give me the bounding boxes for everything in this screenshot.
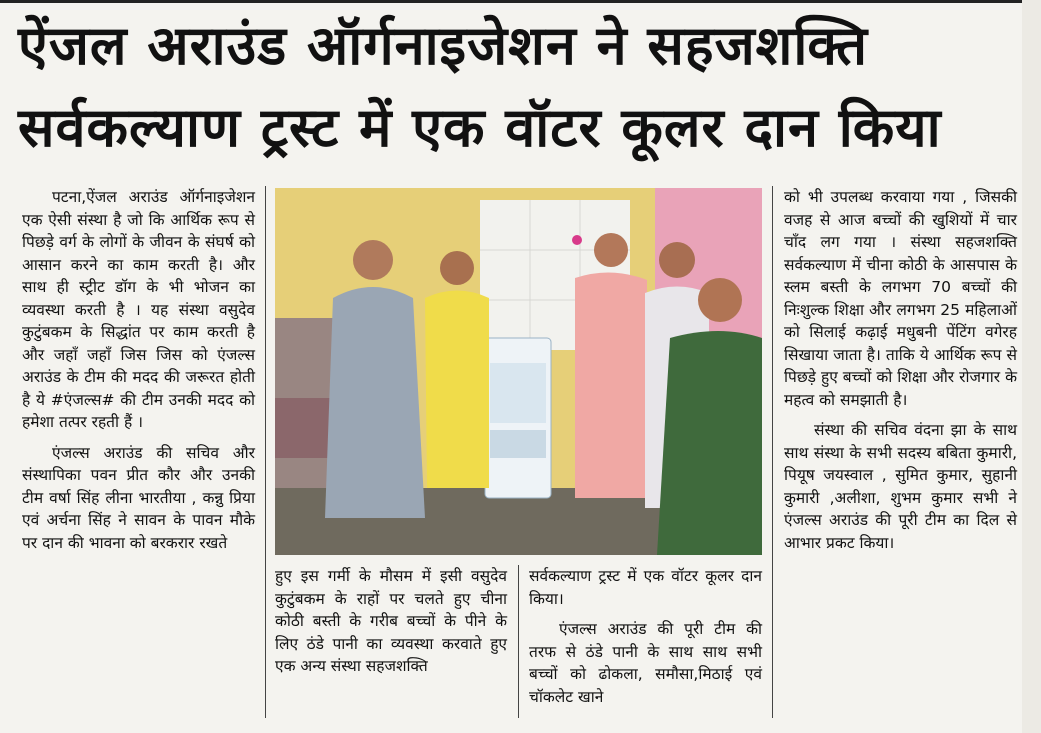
column-3-paragraph-1: सर्वकल्याण ट्रस्ट में एक वॉटर कूलर दान किया। bbox=[529, 567, 762, 608]
article-column-3 bbox=[529, 565, 762, 708]
headline-line-2: सर्वकल्याण ट्रस्ट में एक वॉटर कूलर दान किया bbox=[18, 96, 942, 159]
column-1-paragraph-2: एंजल्स अराउंड की सचिव और संस्थापिका पवन प्रीत कौर और उनकी टीम वर्षा सिंह लीना भारतीया , कन्नु प्रिया एवं अर्चना सिंह ने सावन के पावन मौके पर दान की भावना को बरकरार रखते bbox=[22, 443, 255, 552]
column-4-paragraph-1: को भी उपलब्ध करवाया गया , जिसकी वजह से आज बच्चों की खुशियों में चार चाँद लग गया । संस्था सहजशक्ति सर्वकल्याण में चीना कोठी के आसपास के स्लम बस्ती के लगभग 70 बच्चों की निःशुल्क शिक्षा और लगभग 25 महिलाओं को सिलाई कढ़ाई मधुबनी पेंटिंग वगेरह सिखाया जाता है। ताकि ये आर्थिक रूप से पिछड़े हुए बच्चों को शिक्षा और रोजगार के महत्व को समझाती है। bbox=[784, 188, 1017, 409]
column-1-paragraph-1: पटना,ऐंजल अराउंड ऑर्गनाइजेशन एक ऐसी संस्था है जो कि आर्थिक रूप से पिछड़े वर्ग के लोगों के जीवन के संघर्ष को आसान करने का काम करती है। और साथ ही स्ट्रीट डॉग के भी भोजन का व्यवस्था करती है । यह संस्था वसुदेव कुटुंबकम के सिद्धांत पर काम करती है और जहाँ जहाँ जिस जिस को एंजल्स अराउंड के टीम की मदद की जरूरत होती है ये #एंजल्स# की टीम उनकी मदद को हमेशा तत्पर रहती हैं । bbox=[22, 188, 255, 431]
column-divider-1 bbox=[265, 186, 266, 718]
headline-line-1: ऐंजल अराउंड ऑर्गनाइजेशन ने सहजशक्ति bbox=[18, 14, 869, 77]
column-2-paragraph-1: हुए इस गर्मी के मौसम में इसी वसुदेव कुटुंबकम के राहों पर चलते हुए चीना कोठी बस्ती के गरीब बच्चों के पीने के लिए ठंडे पानी का व्यवस्था करवाते हुए एक अन्य संस्था सहजशक्ति bbox=[275, 567, 507, 675]
column-4-paragraph-2: संस्था की सचिव वंदना झा के साथ साथ संस्था के सभी सदस्य बबिता कुमारी, पियूष जयस्वाल , सुमित कुमार, सुहानी कुमारी ,अलीशा, शुभम कुमार सभी ने एंजल्स अराउंड की पूरी टीम का दिल से आभार प्रकट किया। bbox=[784, 421, 1017, 552]
photo-illustration bbox=[275, 188, 762, 555]
article-column-4 bbox=[784, 186, 1017, 554]
adjacent-page-edge bbox=[1022, 0, 1041, 733]
top-rule bbox=[0, 0, 1041, 3]
column-divider-2 bbox=[518, 565, 519, 718]
article-photo bbox=[275, 188, 762, 555]
column-divider-3 bbox=[772, 186, 773, 718]
article-column-2 bbox=[275, 565, 507, 678]
article-column-1 bbox=[22, 186, 255, 554]
column-3-paragraph-2: एंजल्स अराउंड की पूरी टीम की तरफ से ठंडे पानी के साथ साथ सभी बच्चों को ढोकला, समौसा,मिठाई एवं चॉकलेट खाने bbox=[529, 620, 762, 706]
